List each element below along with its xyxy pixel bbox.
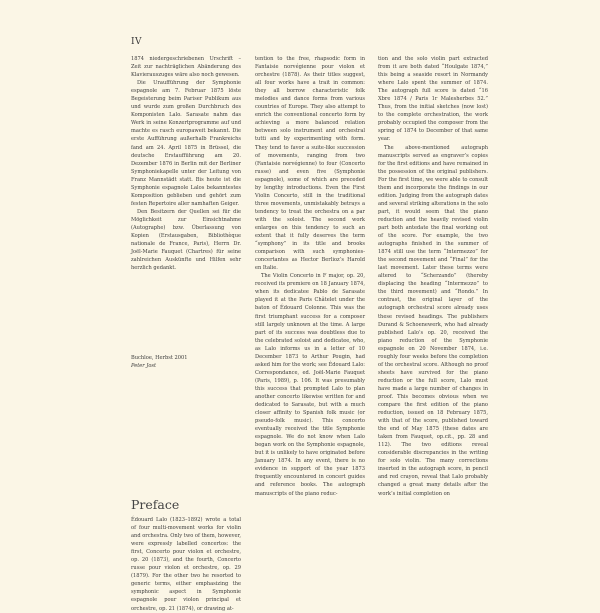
paragraph: tention to the free, rhapsodic form in Fantaisie norvégienne pour violon et orchestre (1878). As their titles suggest, all four works have a trait in common: they all borrow characteristic folk melodies and dance forms from various countries of Europe. They also attempt to enrich the conventional concerto form by achieving a more balanced relation between solo instrument and orchestral tutti and by experimenting with form. They tend to favor a suite-like succession of movements, ranging from two (Fantaisie norvégienne) to four (Concerto russe) and even five (Symphonie espagnole), some of which are preceded by lengthy introductions. Even the First Violin Concerto, still in the traditional three movements, unmistakably betrays a tendency to treat the orchestra on a par with the soloist. The second work enlarges on this tendency to such an extent that it fully deserves the term “symphony” in its title and brooks comparison with such symphonies-concertantes as Hector Berlioz’s Harold en Italie. (255, 56, 365, 272)
preface-heading: Preface (131, 497, 180, 512)
paragraph: The Violin Concerto in F major, op. 20, received its premiere on 18 January 1874, when its dedicatee Pablo de Sarasate played it at the Paris Châtelet under the baton of Édouard Colonne. This was the first triumphant success for a composer still largely unknown at the time. A large part of its success was doubtless due to the celebrated soloist and dedicatee, who, as Lalo informs us in a letter of 10 December 1873 to Arthur Pougin, had asked him for the work; see Édouard Lalo: Correspondance, ed. Joël-Marie Fauquet (Paris, 1989), p. 106. It was presumably this success that prompted Lalo to plan another concerto likewise written for and dedicated to Sarasate, but with a much closer affinity to Spanish folk music (or pseudo-folk music). This concerto eventually received the title Symphonie espagnole. We do not know when Lalo began work on the Symphonie espagnole, but it is unlikely to have originated before January 1874. In any event, there is no evidence in support of the year 1873 frequently encountered in concert guides and reference books. The autograph manuscripts of the piano reduc- (255, 273, 366, 497)
paragraph: Die Uraufführung der Symphonie espagnole am 7. Februar 1875 löste Begeisterung beim Pariser Publikum aus und wurde zum großen Durchbruch des Komponisten Lalo. Sarasate nahm das Werk in seine Konzertprogramme auf und machte es rasch europaweit bekannt. Die erste Aufführung außerhalb Frankreichs fand am 24. April 1875 in Brüssel, die deutsche Erstaufführung am 20. Dezember 1876 in Berlin mit der Berliner Symphoniekapelle unter der Leitung von Franz Mannstädt statt. Bis heute ist die Symphonie espagnole Lalos bekanntestes Komposition geblieben und gehört zum festen Repertoire aller namhaften Geiger. (131, 80, 241, 207)
paragraph: tion and the solo violin part extracted from it are both dated “Houlgate 1874,” this being a seaside resort in Normandy where Lalo spent the summer of 1874. The autograph full score is dated “16 Xbre 1874 / Paris 1r Malesherbes 52.” Thus, from the initial sketches (now lost) to the complete orchestration, the work probably occupied the composer from the spring of 1874 to December of that same year. (378, 56, 488, 143)
left-column-preface (131, 516, 241, 612)
paragraph: Den Besitzern der Quellen sei für die Möglichkeit zur Einsichtnahme (Autographe) bzw. Überlassung von Kopien (Erstausgaben, Bibliothèque nationale de France, Paris), Herrn Dr. Joël-Marie Fauquet (Chartres) für seine zahlreichen Auskünfte und Hilfen sehr herzlich gedankt. (131, 208, 241, 272)
paragraph: 1874 niedergeschriebenen Urschrift – Zeit zur nachträglichen Abänderung des Klavierauszuges wäre also noch gewesen. (131, 56, 241, 79)
paragraph: The above-mentioned autograph manuscripts served as engraver’s copies for the first editions and have remained in the possession of the original publishers. For the first time, we were able to consult them and incorporate the findings in our edition. Judging from the autograph dates and several striking alterations in the solo part, it would seem that the piano reduction and the heavily revised violin part both antedate the final working out of the score. For example, the two autographs finished in the summer of 1874 still use the term “Intermezzo” for the second movement and “Final” for the last movement. Later these terms were altered to “Scherzando” (thereby displacing the heading “Intermezzo” to the third movement) and “Rondo.” In contrast, the original layer of the autograph orchestral score already uses these revised headings. The publishers Durand & Schoenewerk, who had already published Lalo’s op. 20, received the piano reduction of the Symphonie espagnole on 20 November 1874, i.e. roughly four weeks before the completion of the orchestral score. Although no proof sheets have survived for the piano reduction or the full score, Lalo must have made a large number of changes in proof. This becomes obvious when we compare the first edition of the piano reduction, issued on 18 February 1875, with that of the score, published toward the end of May 1875 (these dates are taken from Fauquet, op.cit., pp. 28 and 112). The two editions reveal considerable discrepancies in the writing for solo violin. The many corrections inserted in the autograph score, in pencil and red crayon, reveal that Lalo probably changed a great many details after the work’s initial completion on (378, 144, 488, 497)
signature-place-date: Buchloe, Herbst 2001 (131, 355, 188, 361)
right-column (378, 55, 488, 577)
paragraph: Édouard Lalo (1823–1892) wrote a total of four multi-movement works for violin and orchestra. Only two of them, however, were expressly labelled concertos: the first, Concerto pour violon et orchestre, op. 20 (1873), and the fourth, Concerto russe pour violon et orchestre, op. 29 (1879). For the other two he resorted to generic terms, either emphasizing the symphonic aspect in Symphonie espagnole pour violon principal et orchestre, op. 21 (1874), or drawing at- (131, 517, 241, 612)
signature-author: Peter Jost (131, 363, 157, 369)
left-column-german (131, 55, 241, 475)
page-number: IV (131, 37, 143, 47)
middle-column (255, 55, 365, 577)
